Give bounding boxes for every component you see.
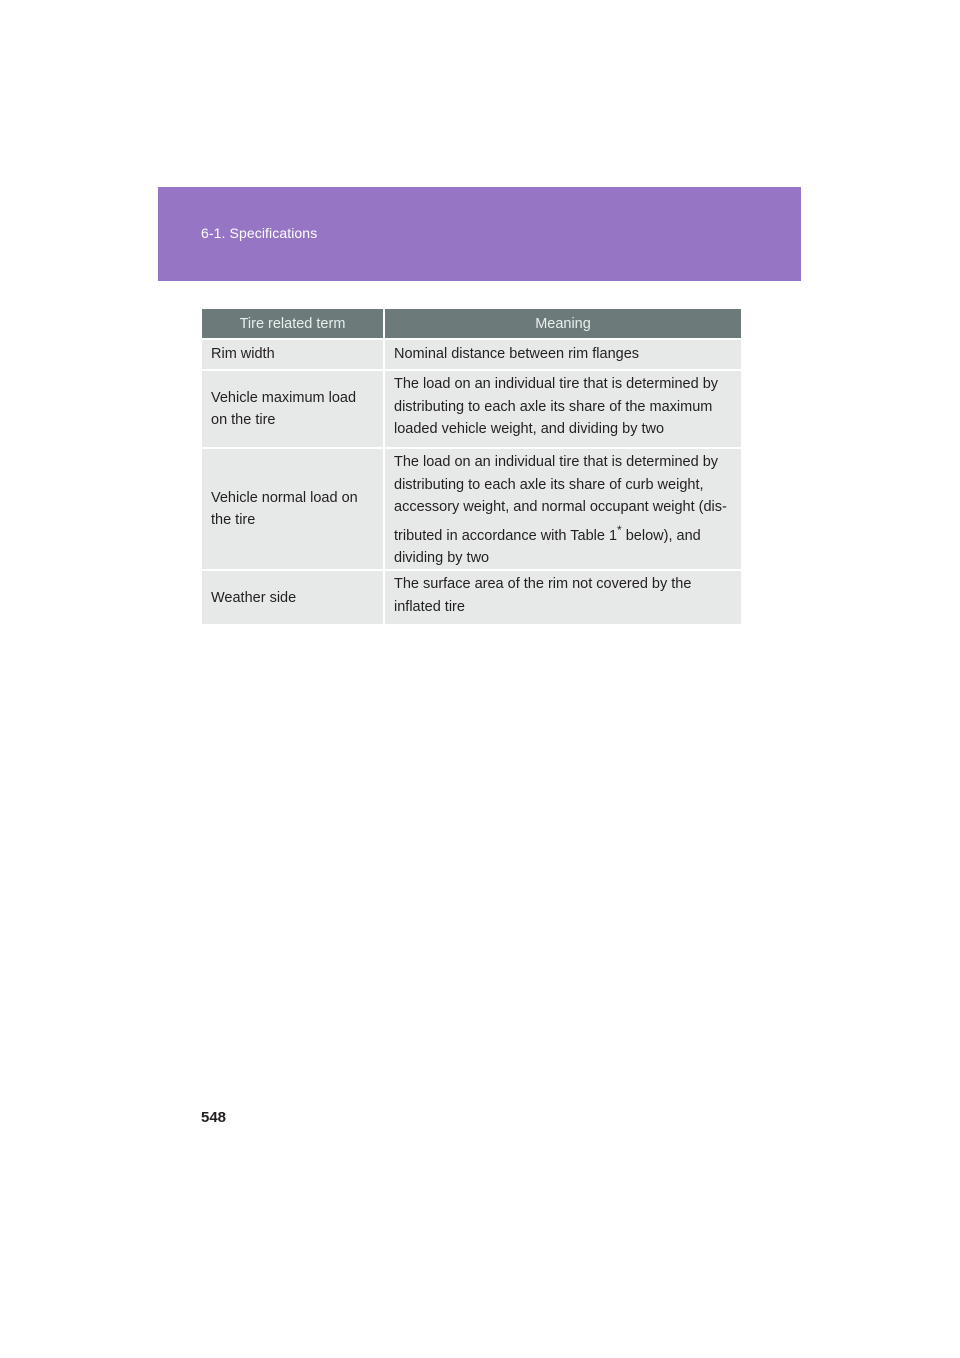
term-cell: Rim width [202,339,384,370]
table-header-row [202,309,741,339]
section-title: 6-1. Specifications [201,225,318,241]
meaning-cell: The load on an individual tire that is determined by distributing to each axle its share of the maximum loaded vehicle weight, and dividing by two [384,370,741,448]
table-row [202,448,741,570]
term-cell: Weather side [202,570,384,624]
term-cell: Vehicle normal load on the tire [202,448,384,570]
table-row [202,339,741,370]
column-header-term: Tire related term [202,309,384,339]
meaning-cell: The surface area of the rim not covered by the inflated tire [384,570,741,624]
meaning-cell [384,448,741,570]
footnote-asterisk: * [617,522,622,537]
term-cell: Vehicle maximum load on the tire [202,370,384,448]
meaning-cell: Nominal distance between rim flanges [384,339,741,370]
section-header-band [158,187,801,281]
tire-terms-table [202,309,741,624]
meaning-text-continued: below), and dividing by two [394,527,701,566]
table-row [202,370,741,448]
table-row [202,570,741,624]
column-header-meaning: Meaning [384,309,741,339]
meaning-text: The load on an individual tire that is determined by distributing to each axle its share of curb weight, accessory weight, and normal occupant weight (dis-tributed in accordance with Table 1 [394,454,727,544]
page-number: 548 [201,1109,227,1126]
